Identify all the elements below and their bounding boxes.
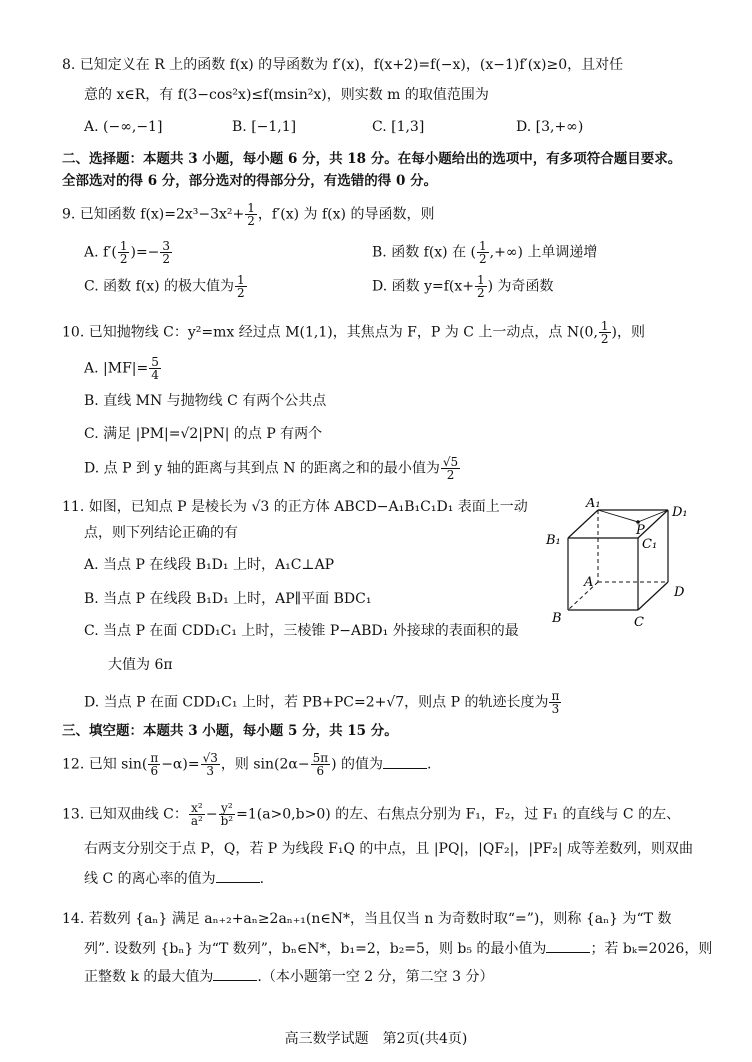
q13-mid: − (205, 806, 218, 823)
q9-b-pre: B. 函数 f(x) 在 ( (372, 244, 477, 261)
frac-num: 3 (162, 239, 171, 253)
q12-frac-5pi6 (311, 752, 331, 777)
frac-num: π (551, 689, 560, 703)
label-c1: C₁ (642, 537, 658, 552)
q14-answer-blank-1[interactable] (546, 940, 590, 953)
q9-stem (62, 202, 434, 227)
q13-line1 (62, 802, 680, 827)
frac-den: 6 (150, 764, 159, 778)
q14-answer-blank-2[interactable] (213, 968, 257, 981)
q11-option-d (84, 690, 562, 715)
q13-post: =1(a>0,b>0) 的左、右焦点分别为 F₁，F₂，过 F₁ 的直线与 C 的左、 (236, 806, 681, 823)
label-a: A (584, 575, 594, 590)
frac-den: 2 (162, 252, 171, 266)
q9-a-frac2 (160, 240, 172, 265)
q12-end: . (427, 756, 432, 773)
section2-line1: 二、选择题：本题共 3 小题，每小题 6 分，共 18 分。在每小题给出的选项中，有多项符合题目要求。 (62, 151, 682, 167)
q10-stem-frac (599, 320, 611, 345)
q12-stem (62, 752, 431, 777)
frac-num: 1 (119, 239, 128, 253)
q9-option-a (84, 240, 173, 265)
frac-num: √5 (442, 455, 459, 469)
label-b1: B₁ (546, 533, 561, 548)
q10-d-pre: D. 点 P 到 y 轴的距离与其到点 N 的距离之和的最小值为 (84, 460, 440, 477)
edge-dc (638, 582, 668, 610)
q9-a-mid: )=− (130, 244, 160, 261)
edge-ab-hidden (568, 582, 598, 610)
q8-line1: 8. 已知定义在 R 上的函数 f(x) 的导函数为 f′(x)，f(x+2)=f(−x)，(x−1)f′(x)≥0，且对任 (62, 57, 624, 73)
q9-option-d (372, 274, 554, 299)
q11-line2: 点，则下列结论正确的有 (84, 525, 238, 541)
q9-b-post: ,+∞) 上单调递增 (489, 244, 598, 261)
q8-option-d: D. [3,+∞) (516, 119, 584, 135)
q9-option-b (372, 240, 597, 265)
frac-den: 3 (206, 764, 215, 778)
segment-pd1 (638, 510, 668, 522)
q12-frac-pi6 (148, 752, 160, 777)
q13-pre: 13. 已知双曲线 C： (62, 806, 188, 823)
frac-num: 1 (600, 319, 609, 333)
q8-option-b: B. [−1,1] (232, 119, 297, 135)
frac-num: 5 (151, 355, 159, 369)
q9-a-frac1 (118, 240, 130, 265)
q11-d-pre: D. 当点 P 在面 CDD₁C₁ 上时，若 PB+PC=2+√7，则点 P 的轨迹长度为 (84, 694, 549, 711)
q11-option-a: A. 当点 P 在线段 B₁D₁ 上时，A₁C⊥AP (84, 557, 335, 573)
q8-option-c: C. [1,3] (372, 119, 425, 135)
frac-den: 6 (316, 764, 325, 778)
q9-fraction-half (245, 202, 257, 227)
q14-line2-post: ；若 bₖ=2026，则 (590, 941, 713, 957)
q8-option-a: A. (−∞,−1] (84, 119, 163, 135)
q10-a-frac (149, 356, 161, 381)
q12-pre: 12. 已知 sin( (62, 756, 148, 773)
q9-option-c (84, 274, 248, 299)
label-d: D (674, 585, 685, 600)
q10-option-b: B. 直线 MN 与抛物线 C 有两个公共点 (84, 393, 327, 409)
q10-option-d (84, 456, 461, 481)
q9-b-frac (477, 240, 489, 265)
frac-den: 2 (479, 252, 487, 266)
q11-line1: 11. 如图，已知点 P 是棱长为 √3 的正方体 ABCD−A₁B₁C₁D₁ 表面上一动 (62, 499, 528, 515)
frac-den: a² (190, 814, 203, 828)
q14-line2 (84, 940, 712, 958)
q13-frac-x2a2 (189, 802, 205, 827)
q9-a-pre: A. f′( (84, 244, 117, 261)
segment-a1p (598, 510, 638, 522)
q8-line2: 意的 x∈R，有 f(3−cos²x)≤f(msin²x)，则实数 m 的取值范围为 (84, 87, 489, 103)
q13-line3 (84, 870, 264, 888)
frac-num: 1 (237, 273, 245, 287)
q14-line2-pre: 列”. 设数列 {bₙ} 为“T 数列”，bₙ∈N*，b₁=2，b₂=5，则 b₅ 的最小值为 (84, 941, 547, 957)
frac-den: 2 (119, 252, 128, 266)
q11-option-c-line1: C. 当点 P 在面 CDD₁C₁ 上时，三棱锥 P−ABD₁ 外接球的表面积的最 (84, 623, 519, 639)
frac-den: 2 (600, 332, 609, 346)
q13-answer-blank[interactable] (216, 870, 260, 883)
frac-num: x² (189, 802, 205, 815)
q9-stem-post: ，f′(x) 为 f(x) 的导函数，则 (257, 206, 435, 223)
q14-line3 (84, 968, 493, 986)
q10-option-a (84, 356, 162, 381)
q10-a-pre: A. |MF|= (84, 360, 149, 377)
section2-line2: 全部选对的得 6 分，部分选对的得部分分，有选错的得 0 分。 (62, 173, 438, 189)
q10-stem (62, 320, 645, 345)
q14-line3-post: .（本小题第一空 2 分，第二空 3 分） (257, 969, 494, 985)
q11-d-frac (549, 690, 561, 715)
q10-stem-post: )，则 (611, 324, 645, 341)
q9-stem-pre: 9. 已知函数 f(x)=2x³−3x²+ (62, 206, 245, 223)
q11-option-b: B. 当点 P 在线段 B₁D₁ 上时，AP∥平面 BDC₁ (84, 591, 372, 607)
q9-d-pre: D. 函数 y=f(x+ (372, 278, 474, 295)
frac-num: 1 (477, 273, 485, 287)
q9-d-post: ) 为奇函数 (487, 278, 554, 295)
frac-den: 3 (551, 702, 560, 716)
frac-den: 2 (446, 468, 455, 482)
q12-frac-sqrt3 (201, 752, 220, 777)
section3-heading: 三、填空题：本题共 3 小题，每小题 5 分，共 15 分。 (62, 723, 398, 739)
frac-num: 5π (312, 751, 329, 765)
frac-num: √3 (202, 751, 218, 765)
frac-num: 1 (479, 239, 487, 253)
frac-num: y² (219, 802, 236, 815)
frac-den: 2 (247, 214, 255, 228)
label-p: P (636, 523, 645, 538)
q9-c-pre: C. 函数 f(x) 的极大值为 (84, 278, 235, 295)
label-a1: A₁ (586, 498, 601, 511)
q13-line3-text: 线 C 的离心率的值为 (84, 871, 216, 887)
page-footer: 高三数学试题 第2页(共4页) (284, 1031, 468, 1047)
cube-figure (538, 498, 698, 632)
q13-line2: 右两支分别交于点 P，Q，若 P 为线段 F₁Q 的中点，且 |PQ|，|QF₂|，|PF₂| 成等差数列，则双曲 (84, 841, 694, 857)
q12-mid2: ，则 sin(2α− (220, 756, 310, 773)
q10-stem-pre: 10. 已知抛物线 C：y²=mx 经过点 M(1,1)，其焦点为 F，P 为 C 上一动点，点 N(0, (62, 324, 598, 341)
q13-end: . (259, 871, 265, 887)
frac-den: b² (220, 814, 234, 828)
frac-num: π (150, 751, 159, 765)
q14-line1: 14. 若数列 {aₙ} 满足 aₙ₊₂+aₙ≥2aₙ₊₁(n∈N*，当且仅当 n 为奇数时取“=”)，则称 {aₙ} 为“T 数 (62, 911, 672, 927)
q10-d-frac (441, 456, 460, 481)
q9-d-frac (475, 274, 487, 299)
frac-den: 4 (151, 368, 159, 382)
label-c: C (634, 615, 644, 630)
label-b: B (552, 611, 562, 626)
edge-b1a1 (568, 510, 598, 538)
q12-post: ) 的值为 (331, 756, 384, 773)
frac-den: 2 (237, 286, 245, 300)
label-d1: D₁ (672, 505, 688, 520)
q12-mid1: −α)= (161, 756, 200, 773)
q9-c-frac (235, 274, 247, 299)
frac-den: 2 (477, 286, 485, 300)
frac-num: 1 (247, 201, 255, 215)
q12-answer-blank[interactable] (383, 756, 427, 769)
q11-option-c-line2: 大值为 6π (108, 657, 173, 673)
q10-option-c: C. 满足 |PM|=√2|PN| 的点 P 有两个 (84, 426, 323, 442)
q13-frac-y2b2 (219, 802, 236, 827)
q14-line3-pre: 正整数 k 的最大值为 (84, 969, 214, 985)
